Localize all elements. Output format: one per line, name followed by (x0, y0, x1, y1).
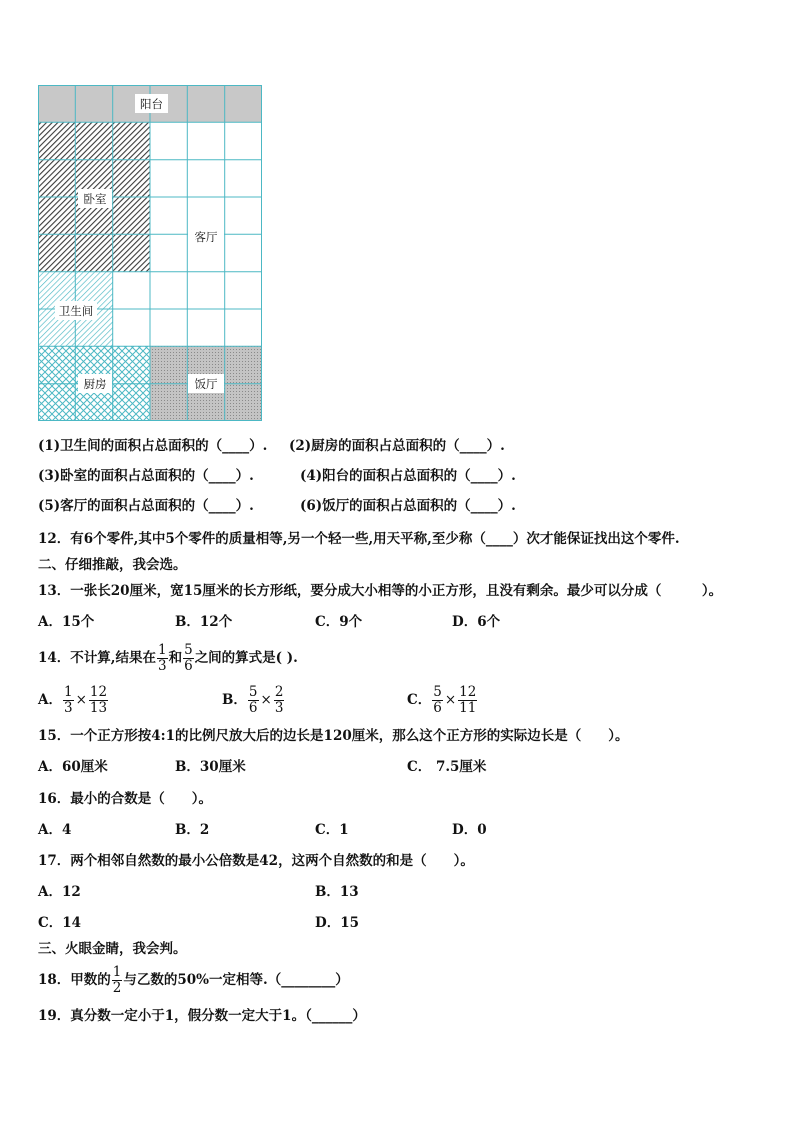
q11-part6: (6)饭厅的面积占总面积的（____）. (300, 498, 516, 514)
q13-option-b: B．12个 (175, 614, 233, 630)
q12-text: 12．有6个零件,其中5个零件的质量相等,另一个轻一些,用天平称,至少称（____）次才能保证找出这个零件. (38, 531, 680, 547)
q14-option-c: C． $\frac{5}{6}$ × $\frac{12}{11}$ (407, 684, 477, 716)
floor-plan-grid (38, 85, 264, 421)
label-balcony: 阳台 (140, 97, 163, 111)
q11-part4: (4)阳台的面积占总面积的（____）. (300, 468, 516, 484)
q14-option-b: B． $\frac{5}{6}$ × $\frac{2}{3}$ (222, 684, 284, 716)
q18-fraction-one-half: $\frac{1}{2}$ (112, 964, 122, 996)
q11-part1: (1)卫生间的面积占总面积的（____）. (38, 438, 268, 454)
q15-option-a: A．60厘米 (38, 759, 108, 775)
section3-heading: 三、火眼金睛，我会判。 (38, 941, 187, 957)
q19-text: 19．真分数一定小于1，假分数一定大于1。（______） (38, 1008, 366, 1024)
q16-option-b: B．2 (175, 822, 210, 838)
q14-fraction-one-third: $\frac{1}{3}$ (158, 642, 167, 674)
q17-text: 17．两个相邻自然数的最小公倍数是42，这两个自然数的和是（ ）。 (38, 853, 474, 869)
q14-option-a: A． $\frac{1}{3}$ × $\frac{12}{13}$ (38, 684, 108, 716)
q14-mid: 和 (168, 650, 183, 666)
q11-part5: (5)客厅的面积占总面积的（____）. (38, 498, 254, 514)
q14-post: 之间的算式是( ). (194, 650, 298, 666)
label-bedroom: 卧室 (83, 192, 107, 206)
label-living-room: 客厅 (194, 230, 218, 244)
q17-option-b: B．13 (315, 884, 359, 900)
q16-option-d: D．0 (452, 822, 487, 838)
q17-option-a: A．12 (38, 884, 81, 900)
q15-text: 15．一个正方形按4:1的比例尺放大后的边长是120厘米，那么这个正方形的实际边长是（ ）。 (38, 728, 629, 744)
q13-option-c: C．9个 (315, 614, 363, 630)
q18-text: 18．甲数的 $\frac{1}{2}$ 与乙数的50%一定相等.（________） (38, 964, 349, 996)
q17-option-d: D．15 (315, 915, 359, 931)
q13-option-a: A．15个 (38, 614, 95, 630)
q14-stem (38, 641, 298, 675)
label-bathroom: 卫生间 (58, 304, 94, 318)
q16-option-a: A．4 (38, 822, 72, 838)
q13-text: 13．一张长20厘米，宽15厘米的长方形纸，要分成大小相等的小正方形，且没有剩余。最少可以分成（ ）。 (38, 583, 723, 599)
q11-part2: (2)厨房的面积占总面积的（____）. (289, 438, 505, 454)
label-dining-room: 饭厅 (194, 377, 218, 391)
q14-fraction-five-sixths: $\frac{5}{6}$ (184, 642, 193, 674)
label-kitchen: 厨房 (83, 377, 107, 391)
q16-option-c: C．1 (315, 822, 349, 838)
q13-option-d: D．6个 (452, 614, 501, 630)
q15-option-b: B．30厘米 (175, 759, 246, 775)
q15-option-c: C． 7.5厘米 (407, 759, 487, 775)
section2-heading: 二、仔细推敲，我会选。 (38, 557, 187, 573)
q11-part3: (3)卧室的面积占总面积的（____）. (38, 468, 254, 484)
q14-pre: 14．不计算,结果在 (38, 650, 156, 666)
q16-text: 16．最小的合数是（ ）。 (38, 791, 213, 807)
q17-option-c: C．14 (38, 915, 82, 931)
